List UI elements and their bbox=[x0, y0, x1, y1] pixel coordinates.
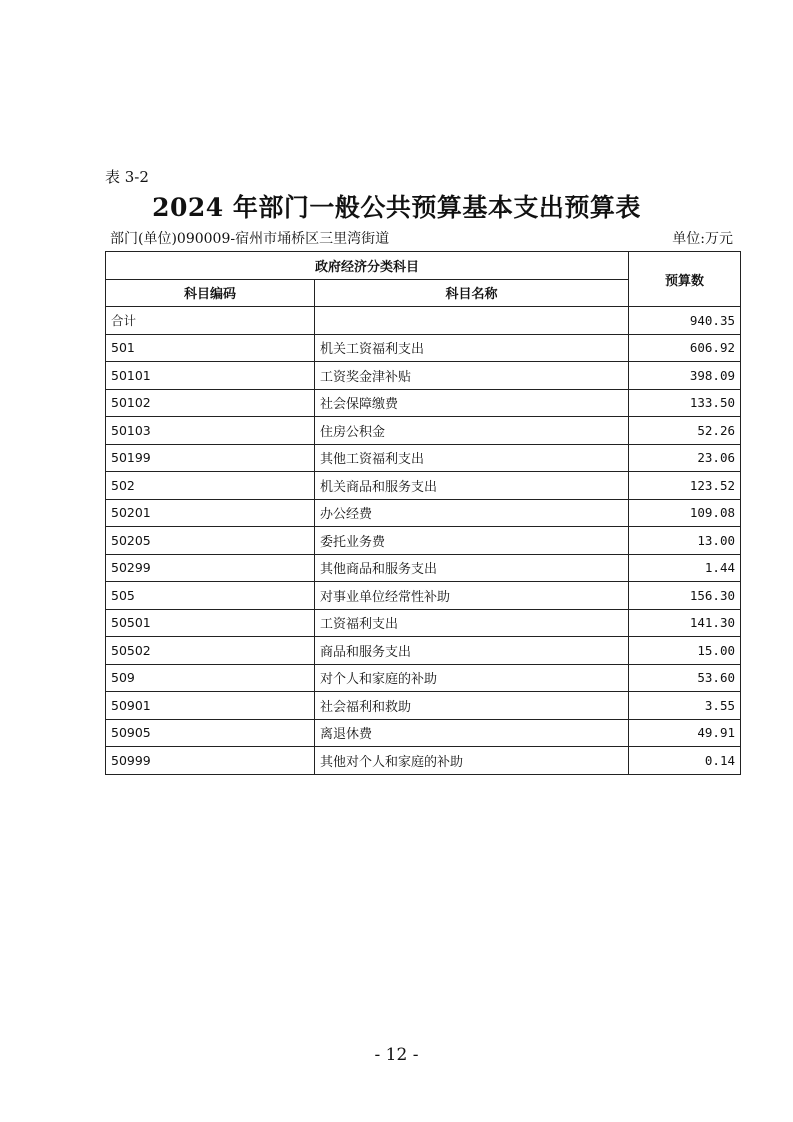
amount-cell: 13.00 bbox=[629, 527, 741, 555]
amount-cell: 606.92 bbox=[629, 334, 741, 362]
name-cell: 委托业务费 bbox=[315, 527, 629, 555]
table-row bbox=[106, 637, 741, 665]
table-row bbox=[106, 334, 741, 362]
code-cell: 501 bbox=[106, 334, 315, 362]
table-row bbox=[106, 417, 741, 445]
name-cell: 住房公积金 bbox=[315, 417, 629, 445]
table-row bbox=[106, 362, 741, 390]
name-cell: 对个人和家庭的补助 bbox=[315, 664, 629, 692]
amount-cell: 940.35 bbox=[629, 307, 741, 335]
code-cell: 50102 bbox=[106, 389, 315, 417]
unit-label: 单位:万元 bbox=[672, 231, 733, 247]
name-cell: 离退休费 bbox=[315, 719, 629, 747]
name-cell: 商品和服务支出 bbox=[315, 637, 629, 665]
name-cell: 社会福利和救助 bbox=[315, 692, 629, 720]
code-header: 科目编码 bbox=[106, 279, 315, 307]
amount-header: 预算数 bbox=[629, 252, 741, 307]
amount-cell: 133.50 bbox=[629, 389, 741, 417]
table-row bbox=[106, 582, 741, 610]
code-cell: 50905 bbox=[106, 719, 315, 747]
table-row bbox=[106, 444, 741, 472]
code-cell: 505 bbox=[106, 582, 315, 610]
table-row bbox=[106, 609, 741, 637]
amount-cell: 53.60 bbox=[629, 664, 741, 692]
budget-table bbox=[105, 251, 741, 775]
amount-cell: 398.09 bbox=[629, 362, 741, 390]
group-header: 政府经济分类科目 bbox=[106, 252, 629, 280]
table-row bbox=[106, 527, 741, 555]
code-cell: 50205 bbox=[106, 527, 315, 555]
amount-cell: 141.30 bbox=[629, 609, 741, 637]
code-cell: 50901 bbox=[106, 692, 315, 720]
code-cell: 509 bbox=[106, 664, 315, 692]
amount-cell: 52.26 bbox=[629, 417, 741, 445]
amount-cell: 0.14 bbox=[629, 747, 741, 775]
table-row bbox=[106, 499, 741, 527]
code-cell: 50501 bbox=[106, 609, 315, 637]
table-row bbox=[106, 692, 741, 720]
name-cell: 其他工资福利支出 bbox=[315, 444, 629, 472]
code-cell: 50502 bbox=[106, 637, 315, 665]
code-cell: 50299 bbox=[106, 554, 315, 582]
table-row bbox=[106, 389, 741, 417]
amount-cell: 49.91 bbox=[629, 719, 741, 747]
amount-cell: 1.44 bbox=[629, 554, 741, 582]
name-cell: 其他商品和服务支出 bbox=[315, 554, 629, 582]
code-cell: 50201 bbox=[106, 499, 315, 527]
name-cell bbox=[315, 307, 629, 335]
code-cell: 50999 bbox=[106, 747, 315, 775]
name-cell: 机关工资福利支出 bbox=[315, 334, 629, 362]
department-label: 部门(单位)090009-宿州市埇桥区三里湾街道 bbox=[110, 231, 390, 247]
code-cell: 50101 bbox=[106, 362, 315, 390]
table-row bbox=[106, 554, 741, 582]
table-row bbox=[106, 307, 741, 335]
name-cell: 工资奖金津补贴 bbox=[315, 362, 629, 390]
name-cell: 社会保障缴费 bbox=[315, 389, 629, 417]
amount-cell: 109.08 bbox=[629, 499, 741, 527]
name-cell: 办公经费 bbox=[315, 499, 629, 527]
name-cell: 机关商品和服务支出 bbox=[315, 472, 629, 500]
code-cell: 502 bbox=[106, 472, 315, 500]
page-title: 2024 年部门一般公共预算基本支出预算表 bbox=[152, 193, 641, 222]
table-row bbox=[106, 664, 741, 692]
page-number: - 12 - bbox=[374, 1045, 419, 1065]
table-label: 表 3-2 bbox=[105, 168, 149, 186]
name-cell: 其他对个人和家庭的补助 bbox=[315, 747, 629, 775]
table-row bbox=[106, 472, 741, 500]
amount-cell: 123.52 bbox=[629, 472, 741, 500]
name-cell: 对事业单位经常性补助 bbox=[315, 582, 629, 610]
table-row bbox=[106, 719, 741, 747]
name-cell: 工资福利支出 bbox=[315, 609, 629, 637]
table-header-row bbox=[106, 252, 741, 280]
amount-cell: 3.55 bbox=[629, 692, 741, 720]
amount-cell: 15.00 bbox=[629, 637, 741, 665]
table-row bbox=[106, 747, 741, 775]
name-header: 科目名称 bbox=[315, 279, 629, 307]
code-cell: 50103 bbox=[106, 417, 315, 445]
code-cell: 合计 bbox=[106, 307, 315, 335]
code-cell: 50199 bbox=[106, 444, 315, 472]
amount-cell: 23.06 bbox=[629, 444, 741, 472]
amount-cell: 156.30 bbox=[629, 582, 741, 610]
table-body bbox=[106, 307, 741, 775]
